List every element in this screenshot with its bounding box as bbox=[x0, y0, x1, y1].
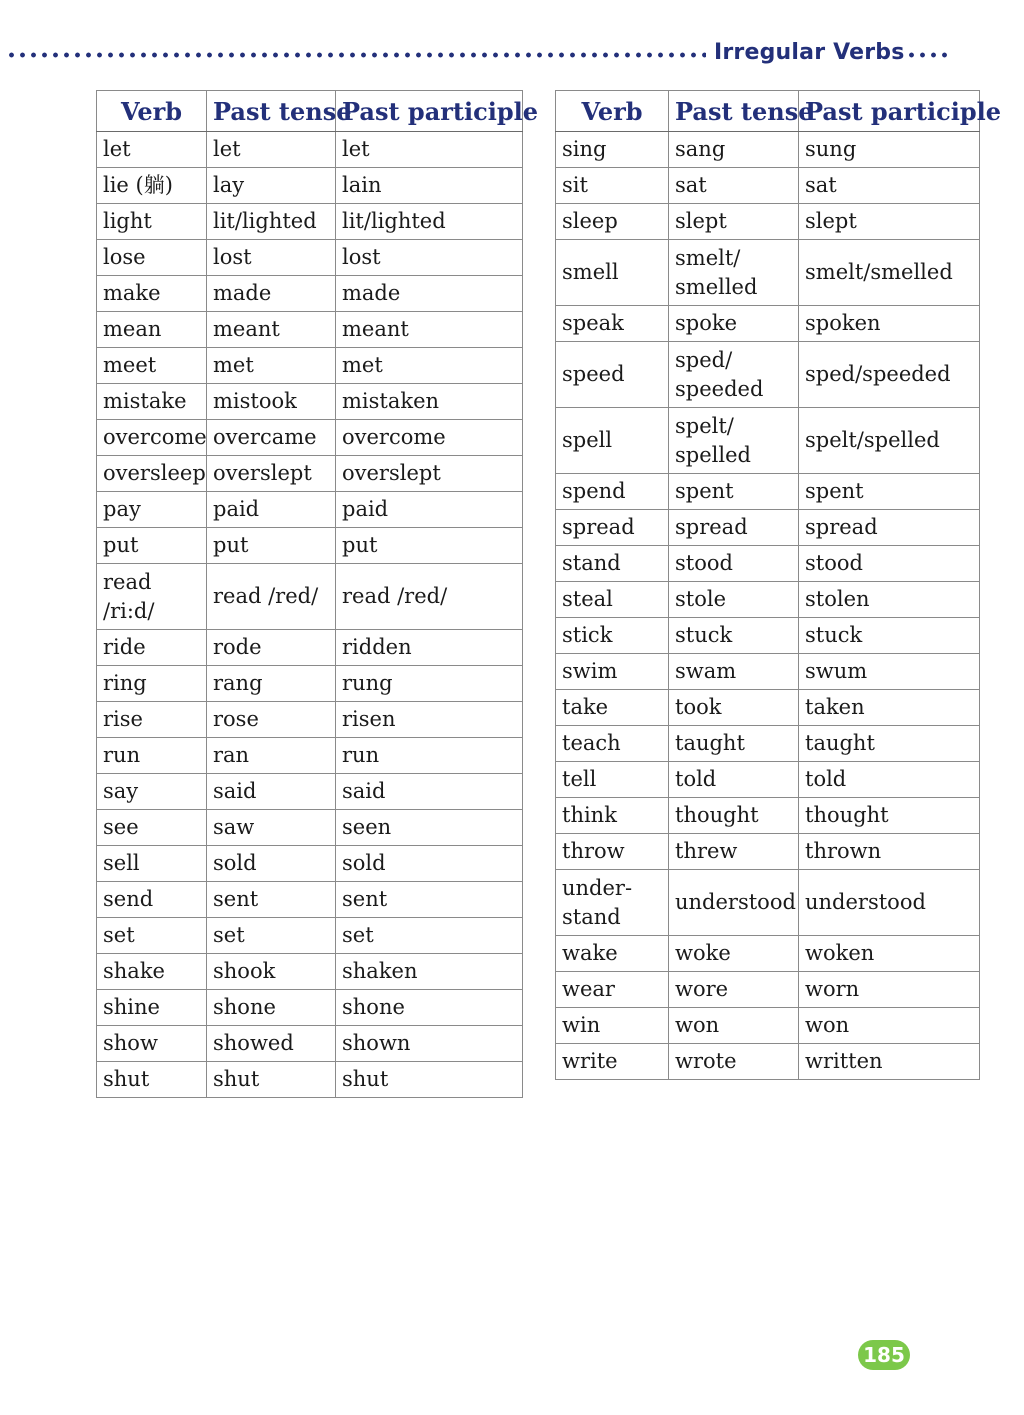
table-row bbox=[556, 834, 980, 870]
cell-verb: steal bbox=[556, 582, 669, 618]
cell-past-participle: shone bbox=[336, 990, 523, 1026]
cell-past-participle: spent bbox=[799, 474, 980, 510]
dotted-rule-left bbox=[6, 52, 706, 58]
verb-table-right bbox=[555, 90, 1001, 1080]
column-header-verb: Verb bbox=[556, 91, 669, 132]
table-row bbox=[556, 798, 980, 834]
cell-past-participle: rung bbox=[336, 666, 523, 702]
table-row bbox=[97, 240, 523, 276]
cell-verb: show bbox=[97, 1026, 207, 1062]
cell-past-participle: slept bbox=[799, 204, 980, 240]
cell-past-participle: shaken bbox=[336, 954, 523, 990]
cell-past-tense: took bbox=[669, 690, 799, 726]
table-row bbox=[97, 882, 523, 918]
cell-past-tense: sat bbox=[669, 168, 799, 204]
column-header-past-participle: Past participle bbox=[336, 91, 523, 132]
table-row bbox=[556, 726, 980, 762]
cell-past-participle: meant bbox=[336, 312, 523, 348]
cell-past-participle: lain bbox=[336, 168, 523, 204]
cell-past-participle: taken bbox=[799, 690, 980, 726]
table-row bbox=[556, 204, 980, 240]
table-row bbox=[97, 738, 523, 774]
cell-past-tense: smelt/ smelled bbox=[669, 240, 799, 306]
cell-past-participle: lit/lighted bbox=[336, 204, 523, 240]
table-row bbox=[97, 456, 523, 492]
table-row bbox=[556, 132, 980, 168]
cell-verb: shine bbox=[97, 990, 207, 1026]
cell-past-tense: stole bbox=[669, 582, 799, 618]
cell-past-tense: sold bbox=[207, 846, 336, 882]
cell-past-tense: overslept bbox=[207, 456, 336, 492]
cell-past-tense: understood bbox=[669, 870, 799, 936]
column-header-verb: Verb bbox=[97, 91, 207, 132]
cell-past-participle: overslept bbox=[336, 456, 523, 492]
cell-verb: take bbox=[556, 690, 669, 726]
table-row bbox=[97, 1026, 523, 1062]
table-row bbox=[556, 618, 980, 654]
table-row bbox=[97, 918, 523, 954]
cell-verb: shut bbox=[97, 1062, 207, 1098]
cell-verb: set bbox=[97, 918, 207, 954]
cell-past-tense: spoke bbox=[669, 306, 799, 342]
table-row bbox=[556, 762, 980, 798]
cell-past-participle: worn bbox=[799, 972, 980, 1008]
cell-verb: make bbox=[97, 276, 207, 312]
table-row bbox=[97, 990, 523, 1026]
cell-verb: think bbox=[556, 798, 669, 834]
column-header-past-tense: Past tense bbox=[669, 91, 799, 132]
cell-past-participle: said bbox=[336, 774, 523, 810]
cell-past-tense: sang bbox=[669, 132, 799, 168]
cell-verb: put bbox=[97, 528, 207, 564]
cell-past-tense: sent bbox=[207, 882, 336, 918]
table-row bbox=[556, 408, 980, 474]
table-row bbox=[97, 702, 523, 738]
page-title: Irregular Verbs bbox=[714, 40, 905, 65]
cell-verb: ring bbox=[97, 666, 207, 702]
cell-past-participle: smelt/smelled bbox=[799, 240, 980, 306]
cell-verb: light bbox=[97, 204, 207, 240]
cell-past-tense: showed bbox=[207, 1026, 336, 1062]
cell-verb: lie (躺) bbox=[97, 168, 207, 204]
cell-past-participle: let bbox=[336, 132, 523, 168]
cell-past-participle: thrown bbox=[799, 834, 980, 870]
cell-verb: spread bbox=[556, 510, 669, 546]
table-row bbox=[556, 342, 980, 408]
cell-past-tense: spread bbox=[669, 510, 799, 546]
cell-verb: under- stand bbox=[556, 870, 669, 936]
cell-past-tense: rose bbox=[207, 702, 336, 738]
cell-past-participle: sung bbox=[799, 132, 980, 168]
cell-past-tense: lit/lighted bbox=[207, 204, 336, 240]
cell-past-participle: understood bbox=[799, 870, 980, 936]
cell-verb: speak bbox=[556, 306, 669, 342]
cell-past-participle: overcome bbox=[336, 420, 523, 456]
cell-past-participle: risen bbox=[336, 702, 523, 738]
table-row bbox=[556, 240, 980, 306]
cell-verb: stand bbox=[556, 546, 669, 582]
cell-past-participle: told bbox=[799, 762, 980, 798]
cell-verb: tell bbox=[556, 762, 669, 798]
cell-past-tense: ran bbox=[207, 738, 336, 774]
cell-past-tense: won bbox=[669, 1008, 799, 1044]
cell-past-tense: said bbox=[207, 774, 336, 810]
cell-past-tense: rang bbox=[207, 666, 336, 702]
verb-table-left bbox=[96, 90, 538, 1098]
table-row bbox=[97, 666, 523, 702]
table-row bbox=[97, 954, 523, 990]
table-row bbox=[97, 168, 523, 204]
cell-verb: send bbox=[97, 882, 207, 918]
cell-past-tense: read /red/ bbox=[207, 564, 336, 630]
table-row bbox=[556, 510, 980, 546]
cell-verb: ride bbox=[97, 630, 207, 666]
cell-past-tense: rode bbox=[207, 630, 336, 666]
cell-past-participle: written bbox=[799, 1044, 980, 1080]
cell-past-participle: spread bbox=[799, 510, 980, 546]
table-row bbox=[556, 654, 980, 690]
cell-verb: see bbox=[97, 810, 207, 846]
cell-past-tense: slept bbox=[669, 204, 799, 240]
cell-past-tense: meant bbox=[207, 312, 336, 348]
cell-verb: let bbox=[97, 132, 207, 168]
cell-past-participle: sat bbox=[799, 168, 980, 204]
table-row bbox=[97, 846, 523, 882]
cell-past-participle: swum bbox=[799, 654, 980, 690]
cell-past-tense: shook bbox=[207, 954, 336, 990]
cell-verb: throw bbox=[556, 834, 669, 870]
cell-past-participle: sped/speeded bbox=[799, 342, 980, 408]
cell-verb: mistake bbox=[97, 384, 207, 420]
cell-past-tense: set bbox=[207, 918, 336, 954]
table-row bbox=[556, 582, 980, 618]
cell-verb: oversleep bbox=[97, 456, 207, 492]
cell-verb: spell bbox=[556, 408, 669, 474]
table-row bbox=[97, 774, 523, 810]
table-header-row bbox=[97, 91, 523, 132]
cell-verb: sell bbox=[97, 846, 207, 882]
cell-past-participle: mistaken bbox=[336, 384, 523, 420]
cell-past-participle: lost bbox=[336, 240, 523, 276]
cell-past-participle: shown bbox=[336, 1026, 523, 1062]
table-row bbox=[97, 312, 523, 348]
cell-past-tense: wore bbox=[669, 972, 799, 1008]
cell-past-tense: shut bbox=[207, 1062, 336, 1098]
cell-past-tense: put bbox=[207, 528, 336, 564]
cell-past-participle: stood bbox=[799, 546, 980, 582]
table-row bbox=[97, 1062, 523, 1098]
cell-verb: sit bbox=[556, 168, 669, 204]
cell-verb: stick bbox=[556, 618, 669, 654]
table-row bbox=[97, 630, 523, 666]
cell-verb: overcome bbox=[97, 420, 207, 456]
table-row bbox=[556, 546, 980, 582]
cell-past-tense: met bbox=[207, 348, 336, 384]
table-header-row bbox=[556, 91, 980, 132]
cell-past-participle: won bbox=[799, 1008, 980, 1044]
cell-verb: smell bbox=[556, 240, 669, 306]
cell-past-participle: spoken bbox=[799, 306, 980, 342]
cell-verb: say bbox=[97, 774, 207, 810]
column-header-past-tense: Past tense bbox=[207, 91, 336, 132]
page-header bbox=[0, 38, 1000, 72]
table-row bbox=[556, 870, 980, 936]
cell-past-tense: wrote bbox=[669, 1044, 799, 1080]
table-row bbox=[97, 348, 523, 384]
cell-verb: run bbox=[97, 738, 207, 774]
cell-verb: swim bbox=[556, 654, 669, 690]
cell-past-tense: told bbox=[669, 762, 799, 798]
cell-verb: sleep bbox=[556, 204, 669, 240]
cell-past-participle: set bbox=[336, 918, 523, 954]
cell-verb: shake bbox=[97, 954, 207, 990]
cell-past-tense: spelt/ spelled bbox=[669, 408, 799, 474]
cell-past-tense: overcame bbox=[207, 420, 336, 456]
cell-verb: write bbox=[556, 1044, 669, 1080]
table-row bbox=[556, 168, 980, 204]
cell-past-participle: seen bbox=[336, 810, 523, 846]
cell-verb: wear bbox=[556, 972, 669, 1008]
cell-past-tense: threw bbox=[669, 834, 799, 870]
cell-past-tense: swam bbox=[669, 654, 799, 690]
cell-past-participle: met bbox=[336, 348, 523, 384]
cell-past-tense: made bbox=[207, 276, 336, 312]
cell-past-participle: spelt/spelled bbox=[799, 408, 980, 474]
table-row bbox=[97, 204, 523, 240]
cell-past-tense: woke bbox=[669, 936, 799, 972]
cell-past-participle: sold bbox=[336, 846, 523, 882]
cell-past-participle: stuck bbox=[799, 618, 980, 654]
cell-past-participle: made bbox=[336, 276, 523, 312]
cell-verb: sing bbox=[556, 132, 669, 168]
cell-past-tense: thought bbox=[669, 798, 799, 834]
cell-verb: read /ri:d/ bbox=[97, 564, 207, 630]
cell-past-tense: stuck bbox=[669, 618, 799, 654]
cell-verb: win bbox=[556, 1008, 669, 1044]
cell-past-participle: ridden bbox=[336, 630, 523, 666]
cell-verb: pay bbox=[97, 492, 207, 528]
table-row bbox=[556, 972, 980, 1008]
cell-verb: mean bbox=[97, 312, 207, 348]
cell-past-participle: read /red/ bbox=[336, 564, 523, 630]
cell-past-tense: saw bbox=[207, 810, 336, 846]
cell-verb: wake bbox=[556, 936, 669, 972]
table-row bbox=[97, 528, 523, 564]
cell-past-participle: sent bbox=[336, 882, 523, 918]
cell-verb: meet bbox=[97, 348, 207, 384]
cell-verb: speed bbox=[556, 342, 669, 408]
cell-past-participle: paid bbox=[336, 492, 523, 528]
table-row bbox=[97, 132, 523, 168]
dotted-rule-right bbox=[906, 52, 952, 58]
cell-past-participle: woken bbox=[799, 936, 980, 972]
table-row bbox=[97, 384, 523, 420]
column-header-past-participle: Past participle bbox=[799, 91, 980, 132]
table-row bbox=[97, 492, 523, 528]
cell-past-participle: run bbox=[336, 738, 523, 774]
table-row bbox=[556, 690, 980, 726]
cell-past-participle: stolen bbox=[799, 582, 980, 618]
table-row bbox=[556, 474, 980, 510]
cell-past-tense: paid bbox=[207, 492, 336, 528]
page-number-badge: 185 bbox=[858, 1340, 910, 1370]
table-row bbox=[97, 420, 523, 456]
table-row bbox=[556, 1044, 980, 1080]
cell-past-participle: put bbox=[336, 528, 523, 564]
cell-past-participle: thought bbox=[799, 798, 980, 834]
cell-past-tense: let bbox=[207, 132, 336, 168]
cell-verb: spend bbox=[556, 474, 669, 510]
cell-verb: teach bbox=[556, 726, 669, 762]
cell-past-tense: mistook bbox=[207, 384, 336, 420]
cell-past-participle: taught bbox=[799, 726, 980, 762]
cell-past-participle: shut bbox=[336, 1062, 523, 1098]
cell-verb: lose bbox=[97, 240, 207, 276]
table-row bbox=[97, 810, 523, 846]
cell-past-tense: sped/ speeded bbox=[669, 342, 799, 408]
table-row bbox=[556, 1008, 980, 1044]
cell-past-tense: lay bbox=[207, 168, 336, 204]
table-row bbox=[97, 276, 523, 312]
cell-past-tense: shone bbox=[207, 990, 336, 1026]
cell-past-tense: taught bbox=[669, 726, 799, 762]
cell-past-tense: spent bbox=[669, 474, 799, 510]
table-row bbox=[97, 564, 523, 630]
cell-past-tense: stood bbox=[669, 546, 799, 582]
table-row bbox=[556, 306, 980, 342]
cell-verb: rise bbox=[97, 702, 207, 738]
cell-past-tense: lost bbox=[207, 240, 336, 276]
table-row bbox=[556, 936, 980, 972]
